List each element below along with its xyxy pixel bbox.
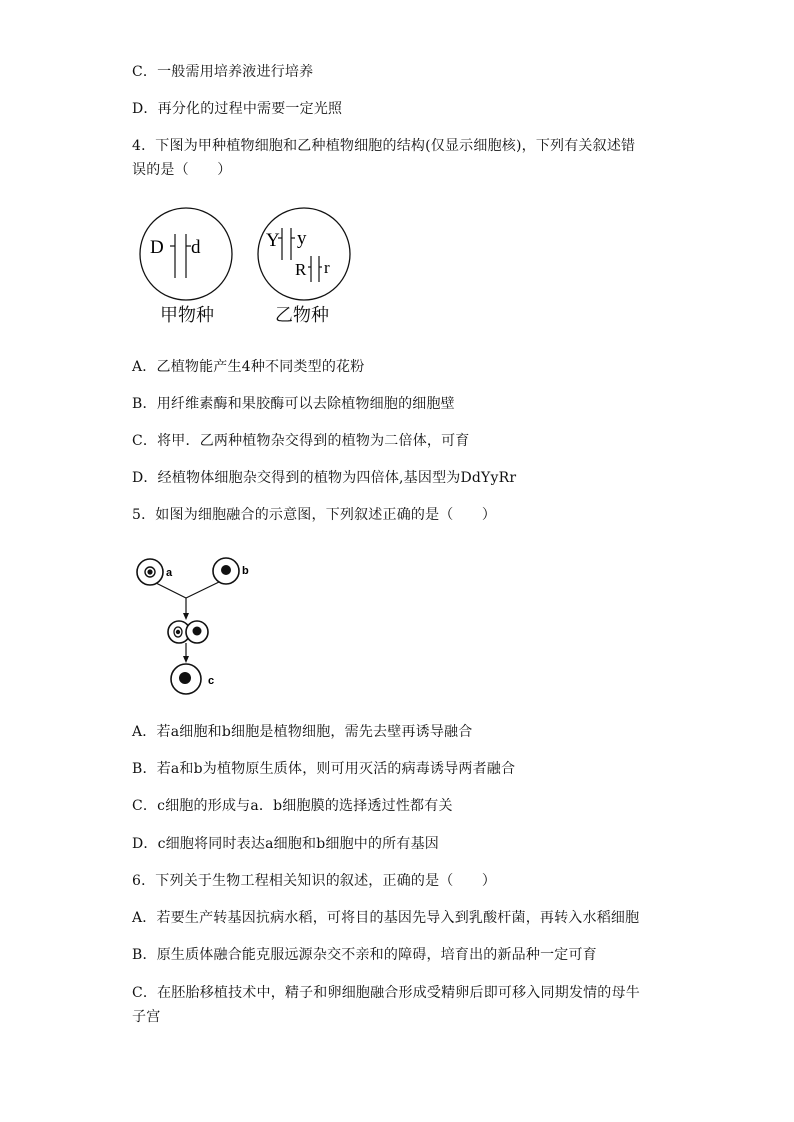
option-3d: D．再分化的过程中需要一定光照 [132, 101, 343, 117]
gene-R-label: R [295, 260, 307, 279]
option-4a: A．乙植物能产生4种不同类型的花粉 [132, 359, 365, 375]
question-6-stem: 6．下列关于生物工程相关知识的叙述，正确的是（ ） [132, 873, 497, 889]
gene-D-label: D [150, 237, 164, 258]
option-5a: A．若a细胞和b细胞是植物细胞，需先去壁再诱导融合 [132, 724, 473, 740]
gene-r-label: r [324, 258, 330, 277]
question-4-stem-line2: 误的是（ ） [132, 162, 232, 178]
fusing-cells [168, 621, 208, 643]
cell-a [137, 559, 163, 585]
option-6c-line2: 子宫 [132, 1009, 161, 1025]
option-5d: D．c细胞将同时表达a细胞和b细胞中的所有基因 [132, 836, 439, 852]
question-4-stem-line1: 4．下图为甲种植物细胞和乙种植物细胞的结构(仅显示细胞核)，下列有关叙述错 [132, 138, 636, 154]
caption-species-yi: 乙物种 [275, 305, 329, 326]
cell-jia [140, 208, 232, 300]
option-4b: B．用纤维素酶和果胶酶可以去除植物细胞的细胞壁 [132, 396, 455, 412]
cell-c-label: c [208, 675, 215, 687]
cell-yi [258, 208, 350, 300]
option-4c: C．将甲．乙两种植物杂交得到的植物为二倍体，可育 [132, 433, 470, 449]
option-3c: C．一般需用培养液进行培养 [132, 64, 314, 80]
cell-b-label: b [242, 565, 249, 577]
figure-5-cell-fusion-diagram [130, 552, 260, 702]
fusion-arrow-down [183, 643, 189, 663]
option-6b: B．原生质体融合能克服远源杂交不亲和的障碍，培育出的新品种一定可育 [132, 947, 597, 963]
cell-c [171, 664, 201, 694]
caption-species-jia: 甲物种 [160, 305, 214, 326]
option-6a: A．若要生产转基因抗病水稻，可将目的基因先导入到乳酸杆菌，再转入水稻细胞 [132, 910, 640, 926]
gene-Y-label: Y [266, 230, 280, 251]
gene-d-label: d [191, 237, 201, 258]
option-4d: D．经植物体细胞杂交得到的植物为四倍体,基因型为DdYyRr [132, 470, 517, 486]
question-5-stem: 5．如图为细胞融合的示意图，下列叙述正确的是（ ） [132, 507, 497, 523]
option-5c: C．c细胞的形成与a．b细胞膜的选择透过性都有关 [132, 798, 453, 814]
gene-y-label: y [297, 228, 307, 249]
cell-b [213, 558, 239, 584]
cell-a-label: a [166, 567, 173, 579]
fusion-arrows [156, 582, 219, 620]
option-6c-line1: C．在胚胎移植技术中，精子和卵细胞融合形成受精卵后即可移入同期发情的母牛 [132, 985, 640, 1001]
option-5b: B．若a和b为植物原生质体，则可用灭活的病毒诱导两者融合 [132, 761, 516, 777]
